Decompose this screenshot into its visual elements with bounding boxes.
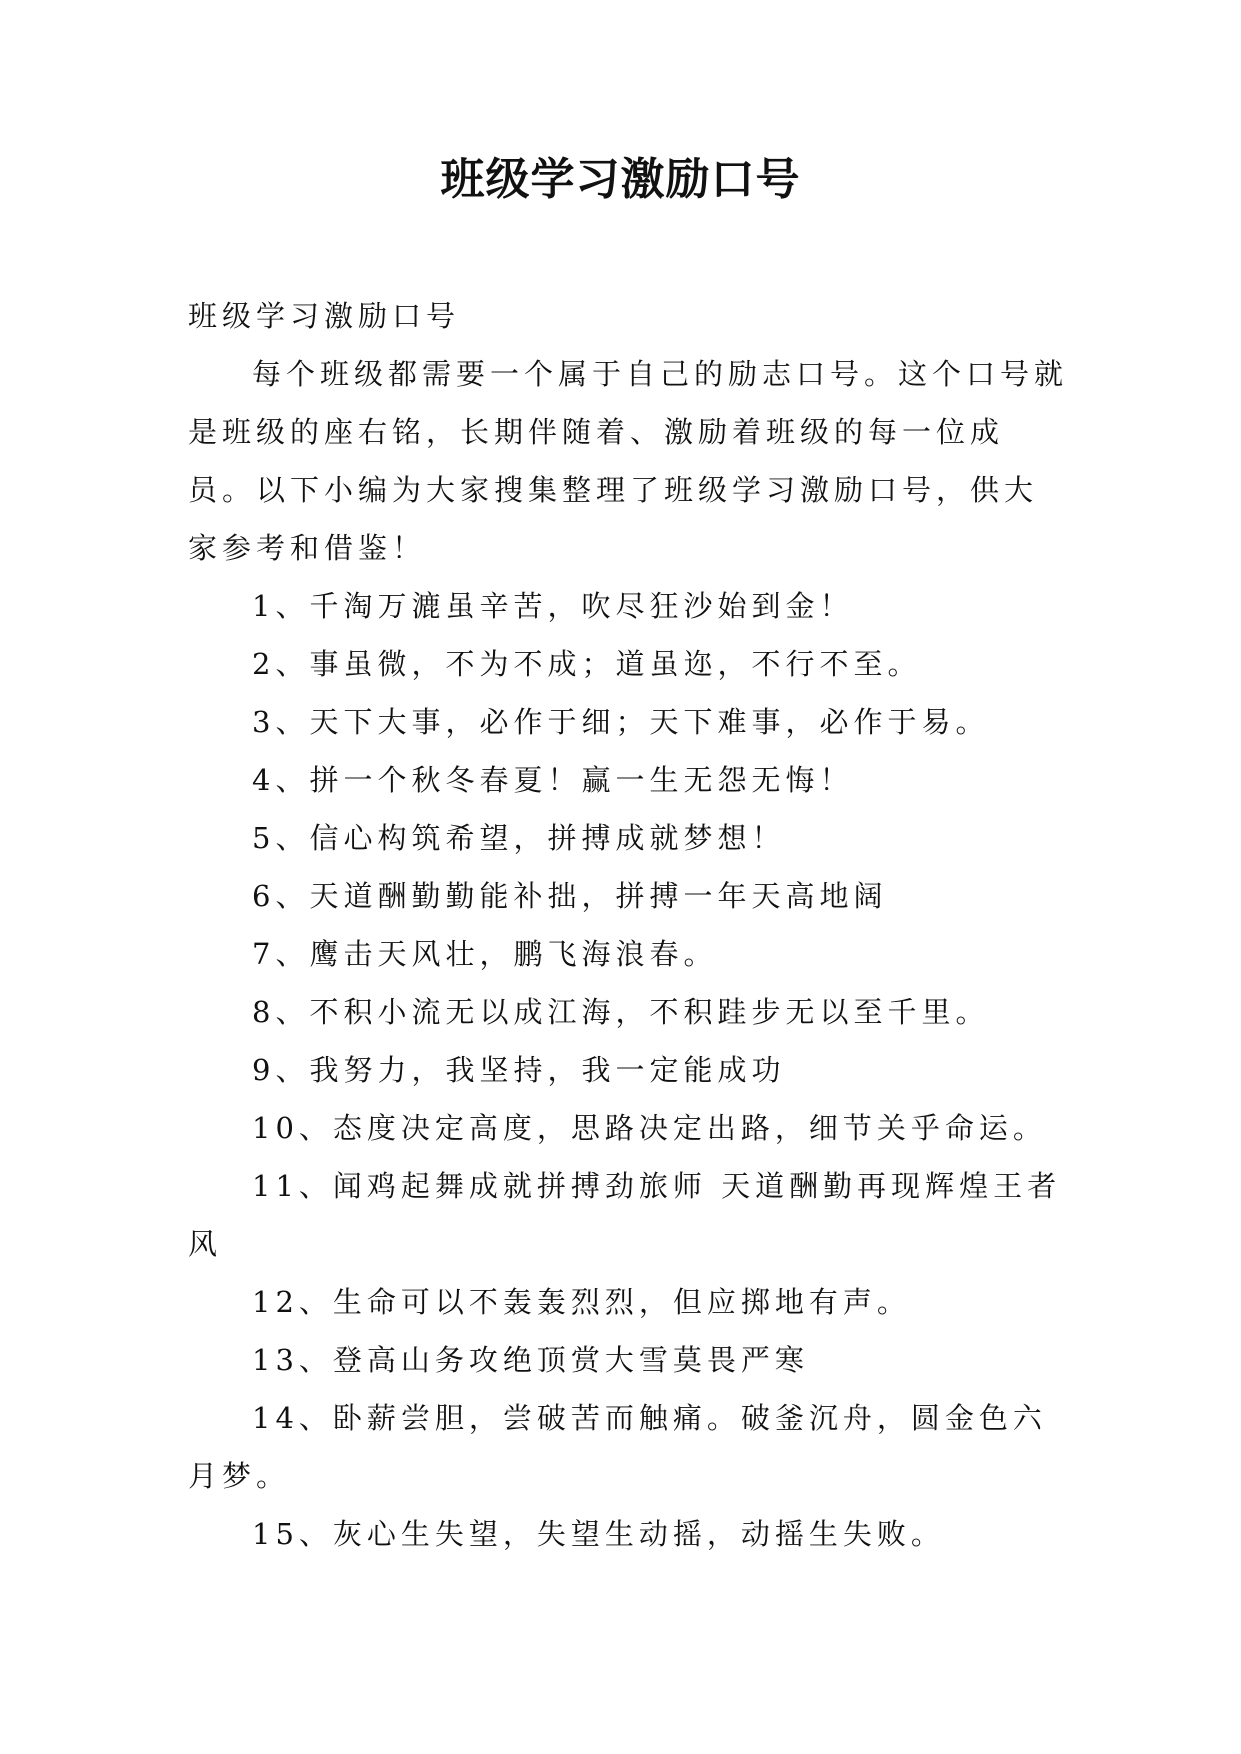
slogan-item: 11、闻鸡起舞成就拼搏劲旅师 天道酬勤再现辉煌王者风 bbox=[188, 1169, 1062, 1261]
slogan-item: 10、态度决定高度，思路决定出路，细节关乎命运。 bbox=[252, 1111, 1047, 1145]
slogan-item: 13、登高山务攻绝顶赏大雪莫畏严寒 bbox=[252, 1343, 809, 1377]
slogan-item: 2、事虽微，不为不成；道虽迩，不行不至。 bbox=[252, 647, 922, 681]
slogan-item: 12、生命可以不轰轰烈烈，但应掷地有声。 bbox=[252, 1285, 911, 1319]
slogan-item: 4、拼一个秋冬春夏！赢一生无怨无悔！ bbox=[252, 763, 854, 797]
slogan-item: 15、灰心生失望，失望生动摇，动摇生失败。 bbox=[252, 1517, 945, 1551]
slogan-item: 5、信心构筑希望，拼搏成就梦想！ bbox=[252, 821, 786, 855]
document-title: 班级学习激励口号 bbox=[440, 154, 801, 205]
slogan-item: 9、我努力，我坚持，我一定能成功 bbox=[252, 1053, 786, 1087]
document-subtitle: 班级学习激励口号 bbox=[188, 299, 461, 333]
intro-paragraph: 每个班级都需要一个属于自己的励志口号。这个口号就是班级的座右铭，长期伴随着、激励着班级的每一位成员。以下小编为大家搜集整理了班级学习激励口号，供大家参考和借鉴！ bbox=[188, 357, 1069, 565]
slogan-item: 6、天道酬勤勤能补拙，拼搏一年天高地阔 bbox=[252, 879, 888, 913]
slogan-item: 14、卧薪尝胆，尝破苦而触痛。破釜沉舟，圆金色六月梦。 bbox=[188, 1401, 1047, 1493]
slogan-item: 3、天下大事，必作于细；天下难事，必作于易。 bbox=[252, 705, 990, 739]
slogan-item: 7、鹰击天风壮，鹏飞海浪春。 bbox=[252, 937, 718, 971]
document-body bbox=[188, 287, 1068, 1563]
slogan-item: 8、不积小流无以成江海，不积跬步无以至千里。 bbox=[252, 995, 990, 1029]
slogan-item: 1、千淘万漉虽辛苦，吹尽狂沙始到金！ bbox=[252, 589, 854, 623]
